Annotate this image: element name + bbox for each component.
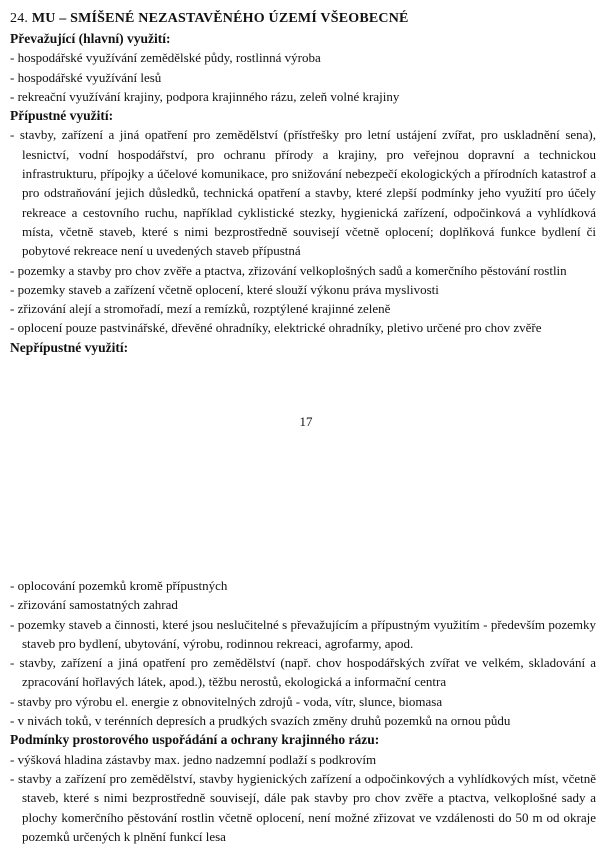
section-title [10,9,596,29]
bullet-marker: - [10,88,15,104]
bullet-marker: - [10,69,15,85]
list-item [10,711,596,730]
bullet-marker: - [10,655,15,671]
heading-spatial-conditions: Podmínky prostorového uspořádání a ochrany krajinného rázu: [10,732,380,748]
page-1-content [10,9,596,357]
bullet-marker: - [10,751,15,767]
list-item [10,615,596,654]
heading-permissible-use: Přípustné využití: [10,108,114,124]
bullet-marker: - [10,770,15,786]
bullet-marker: - [10,320,15,336]
list-item [10,87,596,106]
list-item-text: stavby a zařízení pro zemědělství, stavby hygienických zařízení a odpočinkových a vyhlídkových míst, včetně staveb, které s nimi bezprostředně souvisejí, dále pak stavby pro chov zvěře a ptactva, velkoplošné sady a plochy komerčního pěstování rostlin včetně oplocení, není možné zřizovat ve vzdálenosti do 50 m od okraje pozemků určených k plnění funkcí lesa [17,770,596,844]
bullet-marker: - [10,127,15,143]
list-item-text: zřizování samostatných zahrad [17,597,178,613]
list-item [10,769,596,846]
list-item [10,48,596,67]
list-item-text: pozemky staveb a zařízení včetně oplocení, které slouží výkonu práva myslivosti [17,281,439,297]
list-item-text: stavby, zařízení a jiná opatření pro zemědělství (např. chov hospodářských zvířat ve velkém, skladování a zpracování hořlavých látek, apod.), těžbu nerostů, ekologická a informační centra [19,655,597,690]
bullet-marker: - [10,578,15,593]
bullet-marker: - [10,281,15,297]
list-item [10,68,596,87]
list-item-text: stavby pro výrobu el. energie z obnovitelných zdrojů - voda, vítr, slunce, biomasa [17,693,443,709]
list-item-text: oplocování pozemků kromě přípustných [17,578,228,593]
list-item-text: rekreační využívání krajiny, podpora krajinného rázu, zeleň volné krajiny [17,88,400,104]
bullet-marker: - [10,713,15,729]
page-2-content [10,576,596,846]
bullet-marker: - [10,50,15,66]
section-title-text: MU – SMÍŠENÉ NEZASTAVĚNÉHO ÚZEMÍ VŠEOBECNÉ [31,11,409,26]
heading-impermissible-use: Nepřípustné využití: [10,339,129,355]
list-item-text: stavby, zařízení a jiná opatření pro zemědělství (přístřešky pro letní ustájení zvířat, pro uskladnění sena), lesnictví, vodní hospodářství, pro ochranu přírody a krajiny, pro veřejnou dopravní a technickou infrastrukturu, přípojky a účelové komunikace, pro snižování nebezpečí ekologických a přírodních katastrof a pro odstraňování jejich důsledků, technická opatření a stavby, které zlepší podmínky jeho využití pro účely rekreace a cestovního ruchu, například cyklistické stezky, hygienická zařízení, odpočinková a vyhlídková místa, včetně staveb, které s nimi bezprostředně souvisejí včetně oplocení; doplňková funkce bydlení či pobytové rekreace není u uvedených staveb přípustná [19,127,596,259]
page-number: 17 [299,414,313,429]
list-item [10,750,596,769]
bullet-marker: - [10,616,15,632]
list-item [10,261,596,280]
list-item [10,595,596,614]
list-item [10,318,596,337]
list-item [10,576,596,595]
list-item-text: oplocení pouze pastvinářské, dřevěné ohradníky, elektrické ohradníky, pletivo určené pro chov zvěře [17,320,542,336]
list-item [10,125,596,260]
list-item-text: v nivách toků, v terénních depresích a prudkých svazích změny druhů pozemků na ornou půdu [17,713,511,729]
section-number: 24. [10,11,29,26]
list-item-text: zřizování alejí a stromořadí, mezí a remízků, rozptýlené krajinné zeleně [17,301,391,317]
list-item [10,692,596,711]
list-item [10,280,596,299]
bullet-marker: - [10,693,15,709]
list-item-text: pozemky staveb a činnosti, které jsou neslučitelné s převažujícím a přípustným využitím - především pozemky staveb pro bydlení, ubytování, výrobu, rodinnou rekreaci, agrofarmy, apod. [17,616,596,651]
bullet-marker: - [10,597,15,613]
bullet-marker: - [10,301,15,317]
list-item-text: hospodářské využívání lesů [17,69,162,85]
bullet-marker: - [10,262,15,278]
heading-main-use: Převažující (hlavní) využití: [10,31,171,46]
list-item-text: hospodářské využívání zemědělské půdy, rostlinná výroba [17,50,321,66]
list-item-text: pozemky a stavby pro chov zvěře a ptactva, zřizování velkoplošných sadů a komerčního pěstování rostlin [17,262,567,278]
list-item-text: výšková hladina zástavby max. jedno nadzemní podlaží s podkrovím [17,751,377,767]
list-item [10,653,596,692]
list-item [10,299,596,318]
